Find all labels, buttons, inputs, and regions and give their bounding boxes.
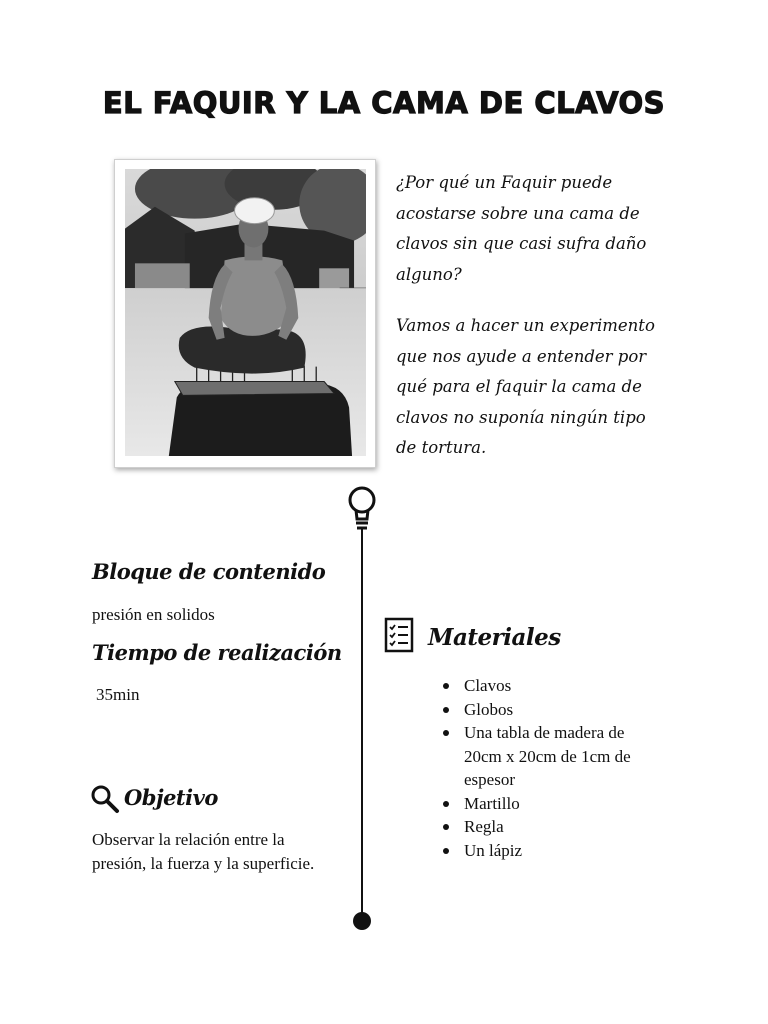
fakir-photo-frame [114, 159, 376, 468]
list-item: Martillo [440, 792, 660, 816]
list-item: Un lápiz [440, 839, 660, 863]
list-item: Clavos [440, 674, 660, 698]
search-icon [90, 784, 120, 814]
materials-list [440, 674, 660, 862]
bloque-value: presión en solidos [92, 605, 215, 624]
list-item: Globos [440, 698, 660, 722]
intro-question: ¿Por qué un Faquir puede acostarse sobre una cama de clavos sin que casi sufra daño alguno? [396, 173, 647, 284]
timeline-line [361, 530, 363, 918]
fakir-photo [125, 169, 366, 456]
bloque-heading: Bloque de contenido [92, 559, 326, 584]
checklist-icon [384, 617, 414, 653]
tiempo-heading: Tiempo de realización [92, 640, 342, 665]
intro-experiment: Vamos a hacer un experimento que nos ayude a entender por qué para el faquir la cama de clavos no suponía ningún tipo de tortura. [396, 316, 655, 457]
objetivo-heading: Objetivo [124, 785, 218, 810]
list-item: Regla [440, 815, 660, 839]
timeline-end-dot [353, 912, 371, 930]
page-title: EL FAQUIR Y LA CAMA DE CLAVOS [102, 86, 666, 120]
objetivo-text: Observar la relación entre la presión, la fuerza y la superficie. [92, 830, 315, 873]
materiales-heading: Materiales [428, 624, 561, 651]
list-item: Una tabla de madera de 20cm x 20cm de 1cm de espesor [440, 721, 660, 792]
tiempo-value: 35min [96, 685, 140, 704]
